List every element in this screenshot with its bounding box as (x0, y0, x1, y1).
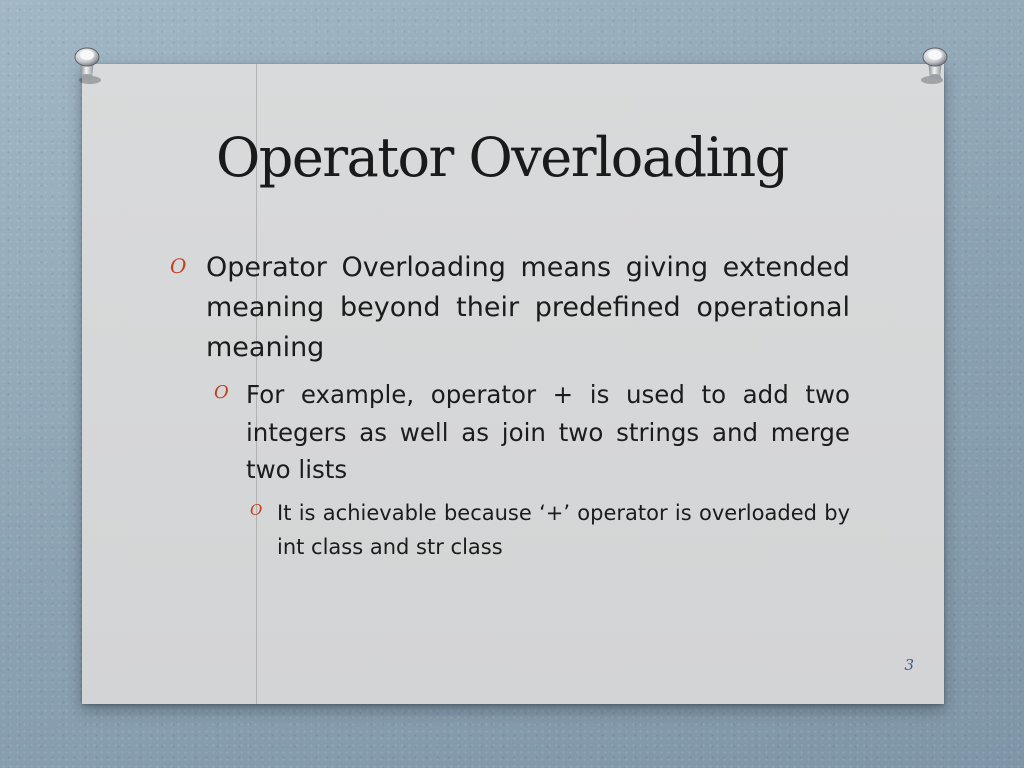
page-number: 3 (904, 656, 914, 674)
slide-title: Operator Overloading (216, 126, 788, 189)
bullet-text: It is achievable because ‘+’ operator is overloaded by int class and str class (277, 501, 850, 559)
bullet-text: For example, operator + is used to add two integers as well as join two strings and merge two lists (246, 380, 850, 484)
pushpin-icon (70, 44, 104, 86)
bullet-marker: O (250, 501, 263, 519)
pushpin-icon (918, 44, 952, 86)
bullet-level-3 (250, 496, 850, 564)
slide-card (82, 64, 944, 704)
bullet-level-2 (214, 376, 850, 489)
bullet-text: Operator Overloading means giving extended meaning beyond their predefined operational meaning (206, 252, 850, 363)
bullet-marker: O (170, 254, 187, 278)
bullet-level-1 (170, 248, 850, 368)
bullet-marker: O (214, 382, 229, 403)
